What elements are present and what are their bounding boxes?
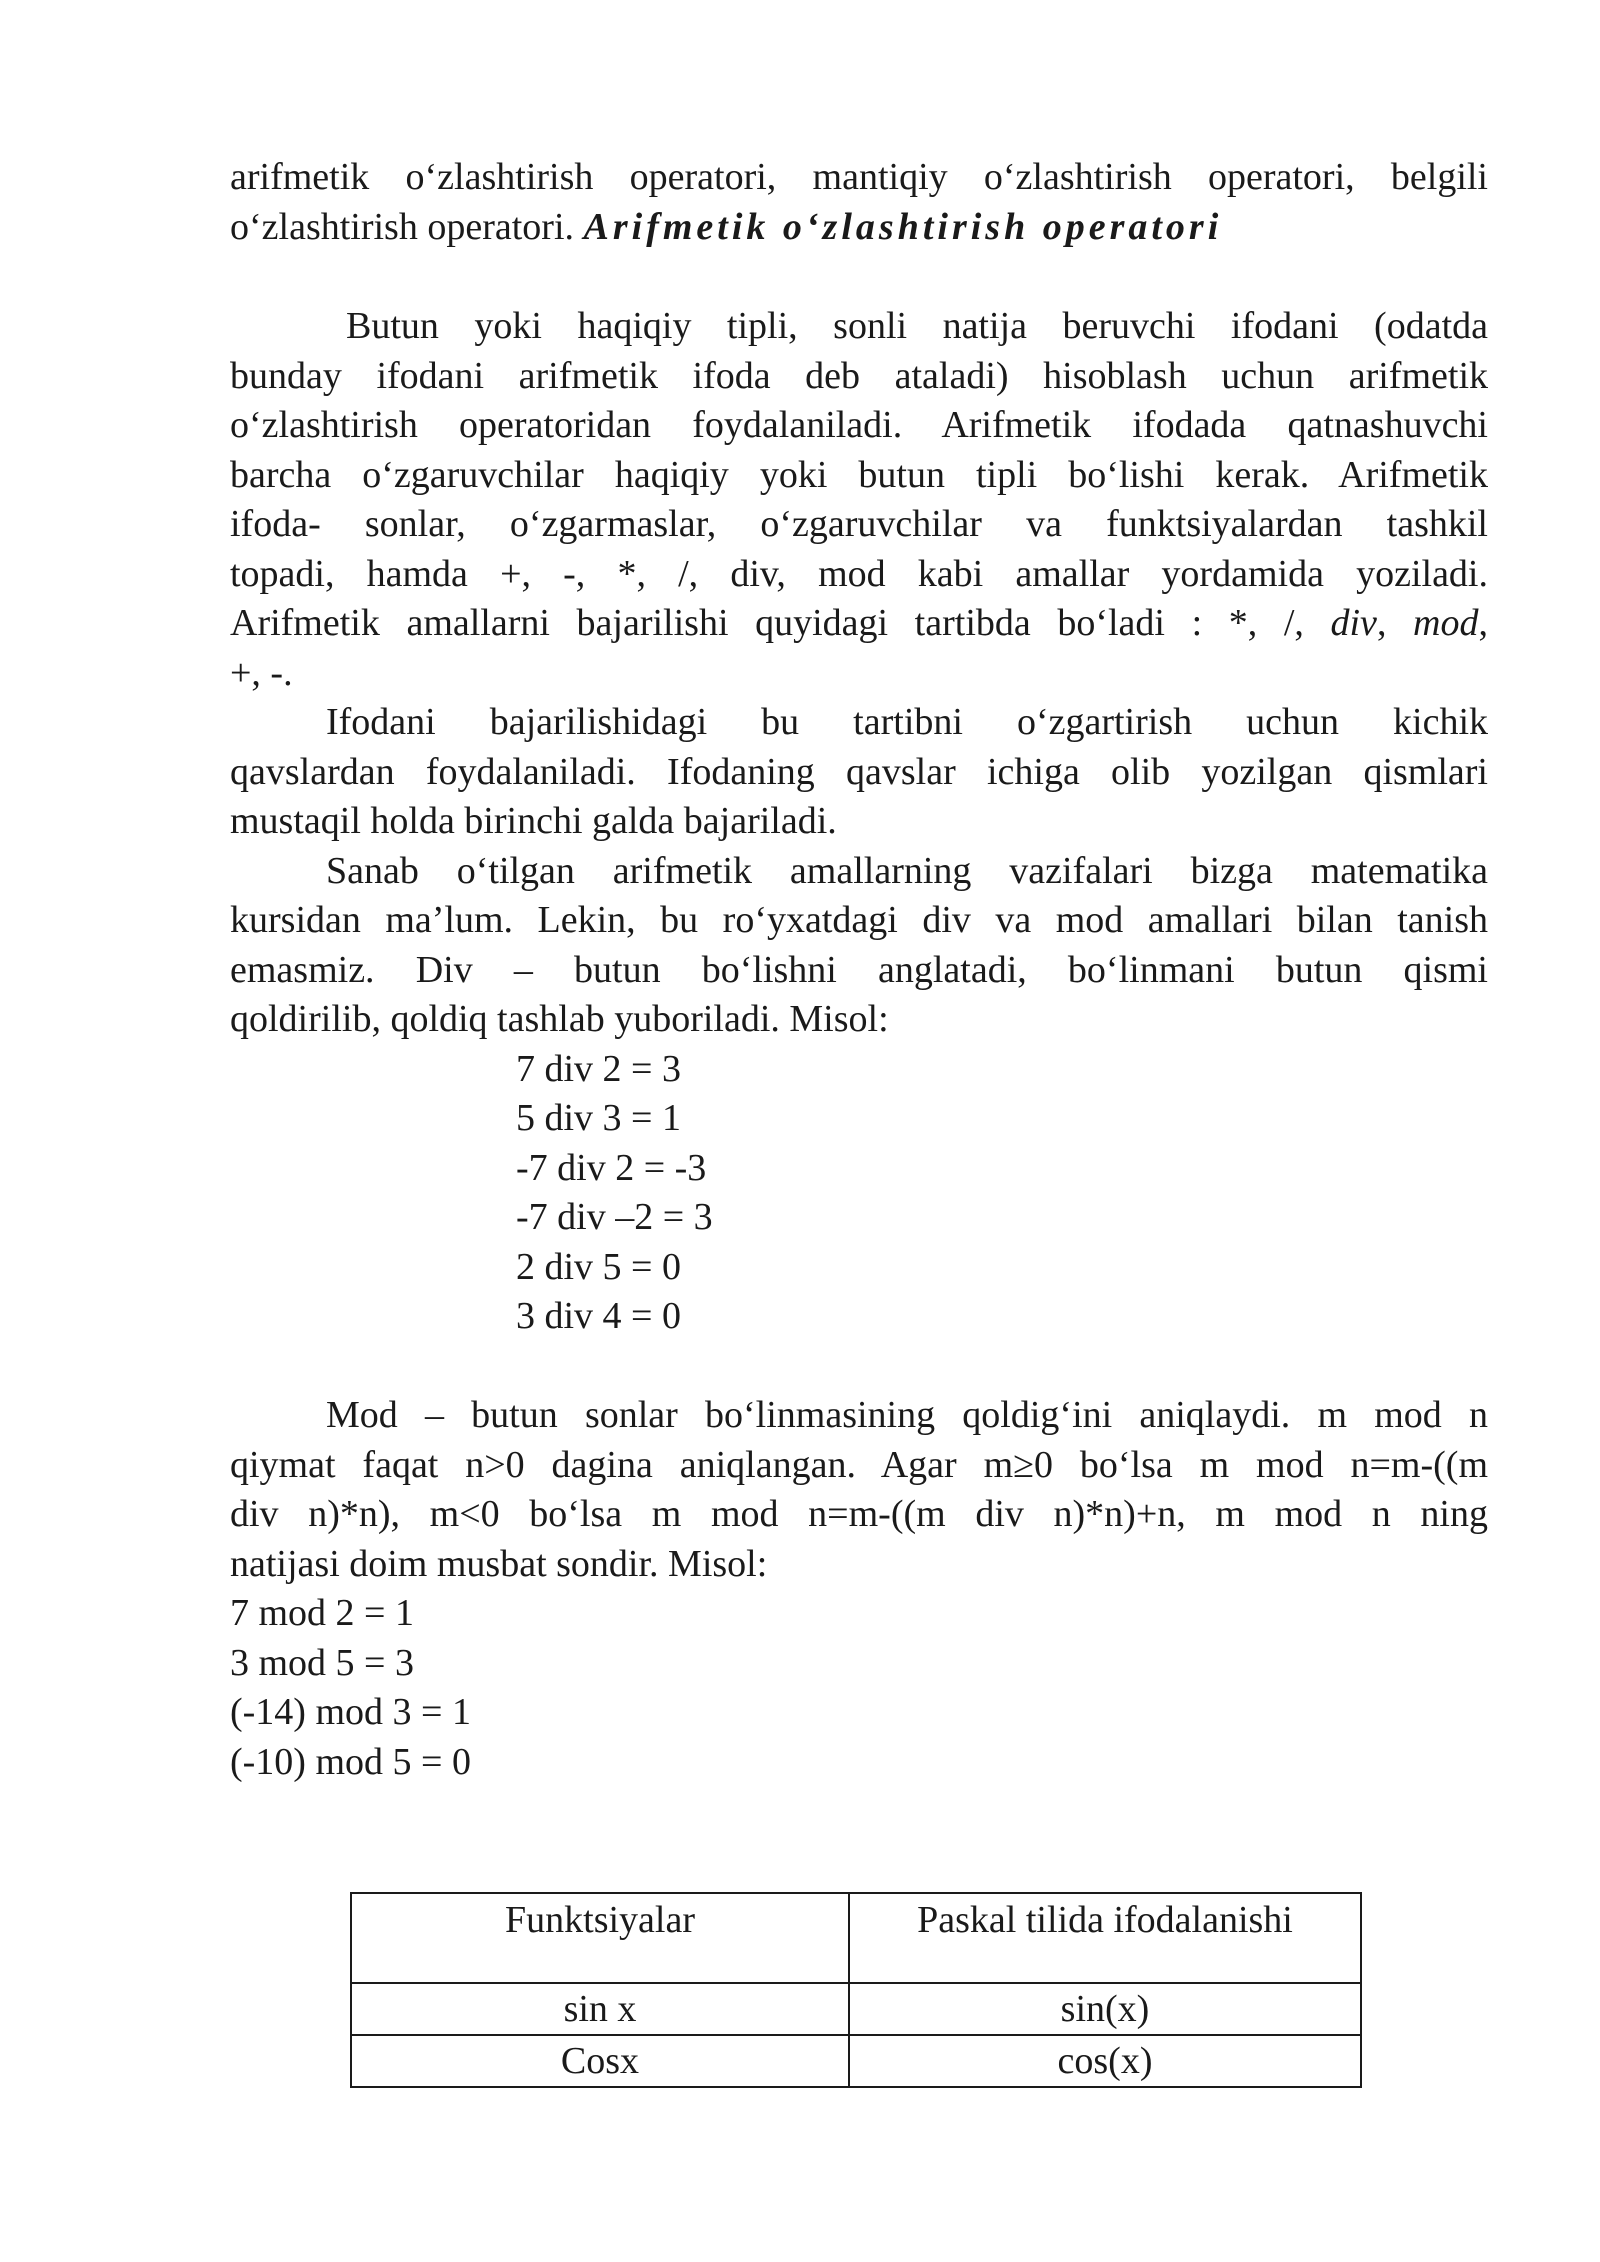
paragraph-line: Sanab o‘tilgan arifmetik amallarning vazifalari bizga matematika — [326, 849, 1488, 892]
div-example: 2 div 5 = 0 — [516, 1245, 681, 1288]
blank-line — [230, 1342, 1488, 1392]
paragraph-line: natijasi doim musbat sondir. Misol: — [230, 1542, 768, 1585]
text-body — [230, 153, 1488, 252]
column-header: Funktsiyalar — [351, 1893, 849, 1983]
functions-table — [350, 1892, 1362, 2088]
paragraph-line: qiymat faqat n>0 dagina aniqlangan. Agar m≥0 bo‘lsa m mod n=m-((m — [230, 1443, 1488, 1486]
paragraph-line: ifoda- sonlar, o‘zgarmaslar, o‘zgaruvchilar va funktsiyalardan tashkil — [230, 503, 1488, 545]
paragraph-line: Butun yoki haqiqiy tipli, sonli natija beruvchi ifodani (odatda — [346, 305, 1488, 347]
div-example: -7 div –2 = 3 — [516, 1196, 713, 1238]
table-cell: cos(x) — [849, 2035, 1361, 2087]
paragraph-line: o‘zlashtirish operatoridan foydalaniladi. Arifmetik ifodada qatnashuvchi — [230, 404, 1488, 446]
paragraph-line: emasmiz. Div – butun bo‘lishni anglatadi, bo‘linmani butun qismi — [230, 948, 1488, 991]
paragraph-line: barcha o‘zgaruvchilar haqiqiy yoki butun tipli bo‘lishi kerak. Arifmetik — [230, 453, 1488, 496]
div-example: 5 div 3 = 1 — [516, 1097, 681, 1139]
paragraph-line: div n)*n), m<0 bo‘lsa m mod n=m-((m div n)*n)+n, m mod n ning — [230, 1493, 1488, 1535]
div-example: 3 div 4 = 0 — [516, 1295, 681, 1337]
table-cell: sin(x) — [849, 1983, 1361, 2035]
mod-example: (-14) mod 3 = 1 — [230, 1691, 471, 1733]
intro-text: o‘zlashtirish operatori. — [230, 205, 584, 248]
paragraph-line: Mod – butun sonlar bo‘linmasining qoldig‘ini aniqlaydi. m mod n — [326, 1394, 1488, 1436]
section-heading: Arifmetik o‘zlashtirish operatori — [583, 205, 1223, 248]
mod-example: 3 mod 5 = 3 — [230, 1641, 414, 1684]
paragraph-line: bunday ifodani arifmetik ifoda deb ataladi) hisoblash uchun arifmetik — [230, 354, 1488, 397]
table-cell: sin x — [351, 1983, 849, 2035]
paragraph-line — [230, 599, 1488, 649]
paragraph-line: mustaqil holda birinchi galda bajariladi. — [230, 800, 837, 842]
comma: , — [1478, 602, 1488, 644]
mod-italic: mod — [1413, 602, 1479, 644]
table-cell: Cosx — [351, 2035, 849, 2087]
paragraph-line: qoldirilib, qoldiq tashlab yuboriladi. Misol: — [230, 998, 889, 1040]
div-example: 7 div 2 = 3 — [516, 1047, 681, 1090]
table-row — [351, 1983, 1361, 2035]
div-example: -7 div 2 = -3 — [516, 1146, 707, 1189]
paragraph-line: +, -. — [230, 651, 293, 694]
div-italic: div — [1330, 602, 1377, 644]
table-header-row — [351, 1893, 1361, 1983]
intro-line — [230, 203, 1488, 253]
paragraph-line: Ifodani bajarilishidagi bu tartibni o‘zgartirish uchun kichik — [326, 701, 1488, 743]
order-text: Arifmetik amallarni bajarilishi quyidagi tartibda bo‘ladi : *, /, — [230, 602, 1331, 644]
table-row — [351, 2035, 1361, 2087]
mod-example: (-10) mod 5 = 0 — [230, 1740, 471, 1783]
paragraph-line: kursidan ma’lum. Lekin, bu ro‘yxatdagi div va mod amallari bilan tanish — [230, 899, 1488, 941]
paragraph-line: qavslardan foydalaniladi. Ifodaning qavslar ichiga olib yozilgan qismlari — [230, 750, 1488, 793]
mod-example: 7 mod 2 = 1 — [230, 1592, 414, 1634]
paragraph-1 — [230, 302, 1488, 1787]
paragraph-line: topadi, hamda +, -, *, /, div, mod kabi amallar yordamida yoziladi. — [230, 552, 1488, 595]
separator: , — [1376, 602, 1414, 644]
intro-line: arifmetik o‘zlashtirish operatori, mantiqiy o‘zlashtirish operatori, belgili — [230, 156, 1488, 198]
column-header: Paskal tilida ifodalanishi — [849, 1893, 1361, 1983]
